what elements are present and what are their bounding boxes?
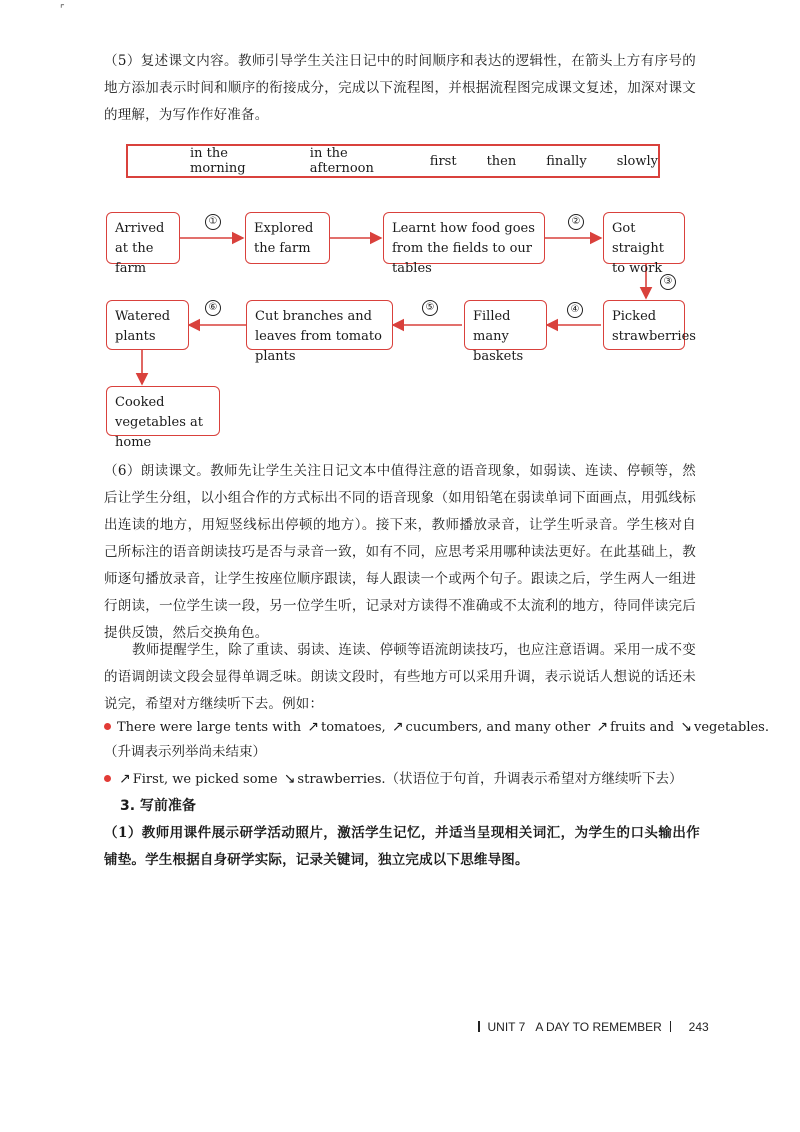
example-sentence-2: ↗ First, we picked some ↘ strawberries.（状语位于句首，升调表示希望对方继续听下去） [104,768,683,791]
word-bank-item: slowly [616,153,658,169]
rising-intonation-icon: ↗ [391,719,404,735]
flow-box-filled: Filled many baskets [464,300,547,350]
falling-intonation-icon: ↘ [680,719,692,735]
footer-divider [670,1021,672,1032]
flow-number-1: ① [205,214,221,230]
example-sentence-1: There were large tents with ↗ tomatoes, ↗ cucumbers, and many other ↗ fruits and ↘ vegetables. [104,716,769,739]
section-heading: 3. 写前准备 [120,798,196,814]
flow-box-watered: Watered plants [106,300,189,350]
footer-title: A DAY TO REMEMBER [535,1020,662,1034]
flow-number-4: ④ [567,302,583,318]
word-bank-item: in the morning [190,146,246,176]
bullet-dot [104,723,111,730]
paragraph-intonation: 教师提醒学生，除了重读、弱读、连读、停顿等语流朗读技巧，也应注意语调。采用一成不变的语调朗读文段会显得单调乏味。朗读文段时，有些地方可以采用升调，表示说话人想说的话还未说完，希望对方继续听下去。例如： [104,642,696,712]
word-bank-item: in the afternoon [309,146,374,176]
flow-box-cooked: Cooked vegetables at home [106,386,220,436]
bullet-dot [104,775,111,782]
flow-box-cut: Cut branches and leaves from tomato plants [246,300,393,350]
page-footer [470,1020,709,1034]
flow-number-2: ② [568,214,584,230]
paragraph-retell: （5）复述课文内容。教师引导学生关注日记中的时间顺序和表达的逻辑性，在箭头上方有序号的地方添加表示时间和顺序的衔接成分，完成以下流程图，并根据流程图完成课文复述，加深对课文的理解，为写作作好准备。 [104,53,696,123]
word-bank-item: then [486,153,517,169]
flow-number-5: ⑤ [422,300,438,316]
word-bank-item: first [429,153,457,169]
paragraph-prewriting: （1）教师用课件展示研学活动照片，激活学生记忆，并适当呈现相关词汇，为学生的口头输出作铺垫。学生根据自身研学实际，记录关键词，独立完成以下思维导图。 [104,825,700,868]
footer-divider [478,1021,480,1032]
footer-unit: UNIT 7 [487,1020,526,1034]
flow-box-learnt: Learnt how food goes from the fields to our tables [383,212,545,264]
paragraph-read-aloud: （6）朗读课文。教师先让学生关注日记文本中值得注意的语音现象，如弱读、连读、停顿等，然后让学生分组，以小组合作的方式标出不同的语音现象（如用铅笔在弱读单词下面画点，用弧线标出连读的地方，用短竖线标出停顿的地方）。接下来，教师播放录音，让学生听录音。学生核对自己所标注的语音朗读技巧是否与录音一致，如有不同，应思考采用哪种读法更好。在此基础上，教师逐句播放录音，让学生按座位顺序跟读，每人跟读一个或两个句子。跟读之后，学生两人一组进行朗读，一位学生读一段，另一位学生听，记录对方读得不准确或不太流利的地方，待同伴读完后提供反馈，然后交换角色。 [104,463,696,641]
falling-intonation-icon: ↘ [283,771,296,787]
corner-mark: ⌜ [60,4,65,15]
flow-box-got-to-work: Got straight to work [603,212,685,264]
flow-box-arrived: Arrived at the farm [106,212,180,264]
flow-number-6: ⑥ [205,300,221,316]
flow-box-explored: Explored the farm [245,212,330,264]
rising-intonation-icon: ↗ [307,719,319,735]
rising-intonation-icon: ↗ [119,771,131,787]
example-1-note: （升调表示列举尚未结束） [104,744,266,760]
word-bank-item: finally [546,153,587,169]
flow-box-picked: Picked strawberries [603,300,685,350]
rising-intonation-icon: ↗ [596,719,609,735]
page-number: 243 [688,1020,709,1034]
flow-number-3: ③ [660,274,676,290]
